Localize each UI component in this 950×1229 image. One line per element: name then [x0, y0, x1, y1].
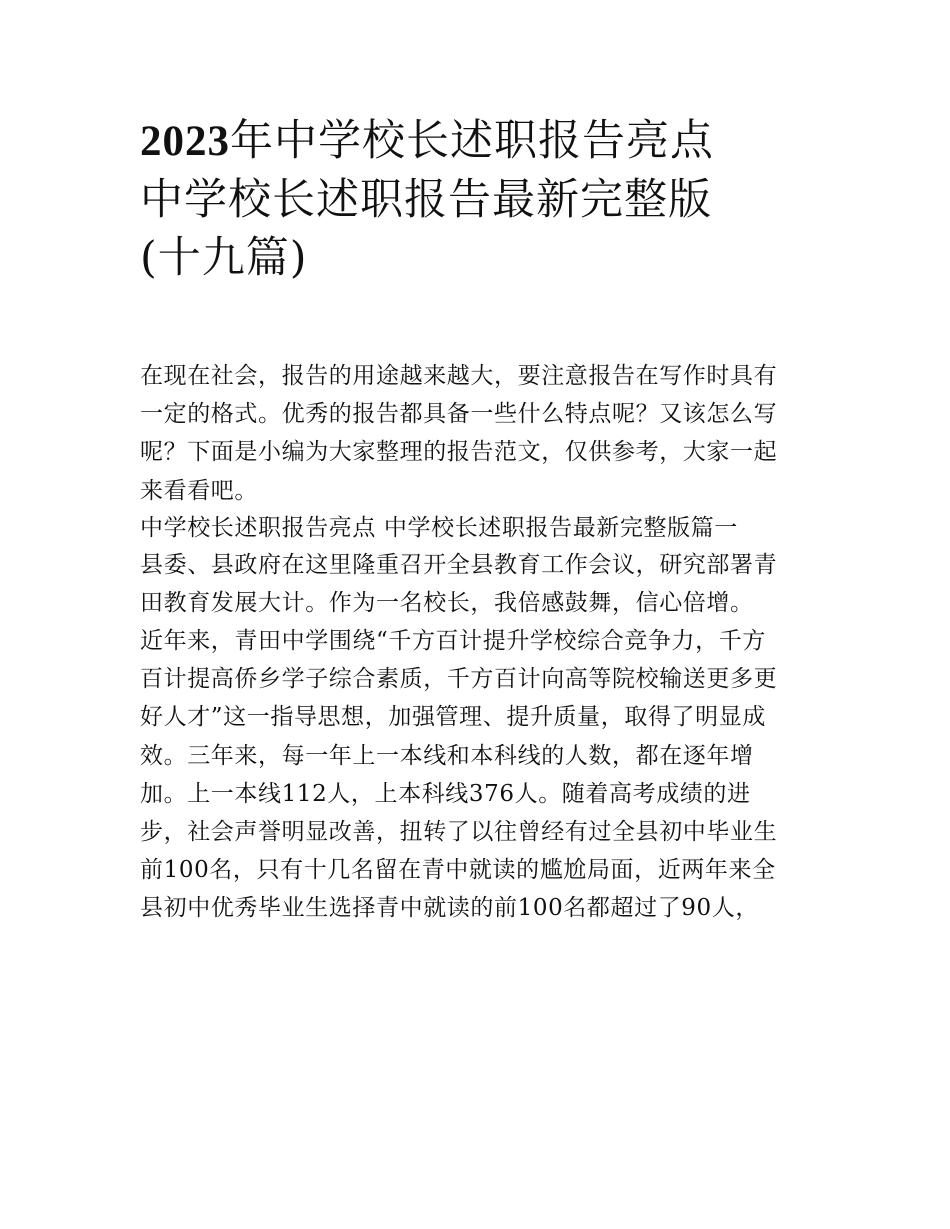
document-title — [140, 112, 830, 287]
body-line: 效。三年来，每一年上一本线和本科线的人数，都在逐年增 — [140, 742, 754, 769]
intro-paragraph — [140, 357, 830, 510]
body-line: 前100名，只有十几名留在青中就读的尴尬局面，近两年来全 — [140, 857, 776, 884]
intro-line: 呢？下面是小编为大家整理的报告范文，仅供参考，大家一起 — [140, 439, 778, 466]
body-line: 田教育发展大计。作为一名校长，我倍感鼓舞，信心倍增。 — [140, 589, 754, 616]
title-line-3: (十九篇) — [140, 233, 308, 283]
body-line: 加。上一本线112人，上本科线376人。随着高考成绩的进 — [140, 780, 751, 807]
intro-line: 在现在社会，报告的用途越来越大，要注意报告在写作时具有 — [140, 363, 778, 389]
body-line: 好人才”这一指导思想，加强管理、提升质量，取得了明显成 — [140, 704, 766, 731]
body-line: 步，社会声誉明显改善，扭转了以往曾经有过全县初中毕业生 — [140, 818, 778, 845]
body-paragraph — [140, 547, 830, 928]
document-body — [140, 357, 830, 927]
body-line: 近年来，青田中学围绕“千方百计提升学校综合竞争力，千方 — [140, 627, 766, 654]
title-line-2: 中学校长述职报告最新完整版 — [140, 175, 712, 225]
body-line: 县委、县政府在这里隆重召开全县教育工作会议，研究部署青 — [140, 551, 778, 578]
section-heading: 中学校长述职报告亮点 中学校长述职报告最新完整版篇一 — [140, 514, 738, 541]
body-line: 百计提高侨乡学子综合素质，千方百计向高等院校输送更多更 — [140, 666, 778, 693]
title-line-1 — [140, 112, 830, 171]
title-year: 2023 — [140, 118, 230, 165]
intro-line: 一定的格式。优秀的报告都具备一些什么特点呢？又该怎么写 — [140, 401, 778, 428]
title-line-1-text: 年中学校长述职报告亮点 — [230, 116, 714, 166]
body-line: 县初中优秀毕业生选择青中就读的前100名都超过了90人， — [140, 895, 759, 922]
intro-line: 来看看吧。 — [140, 477, 258, 504]
